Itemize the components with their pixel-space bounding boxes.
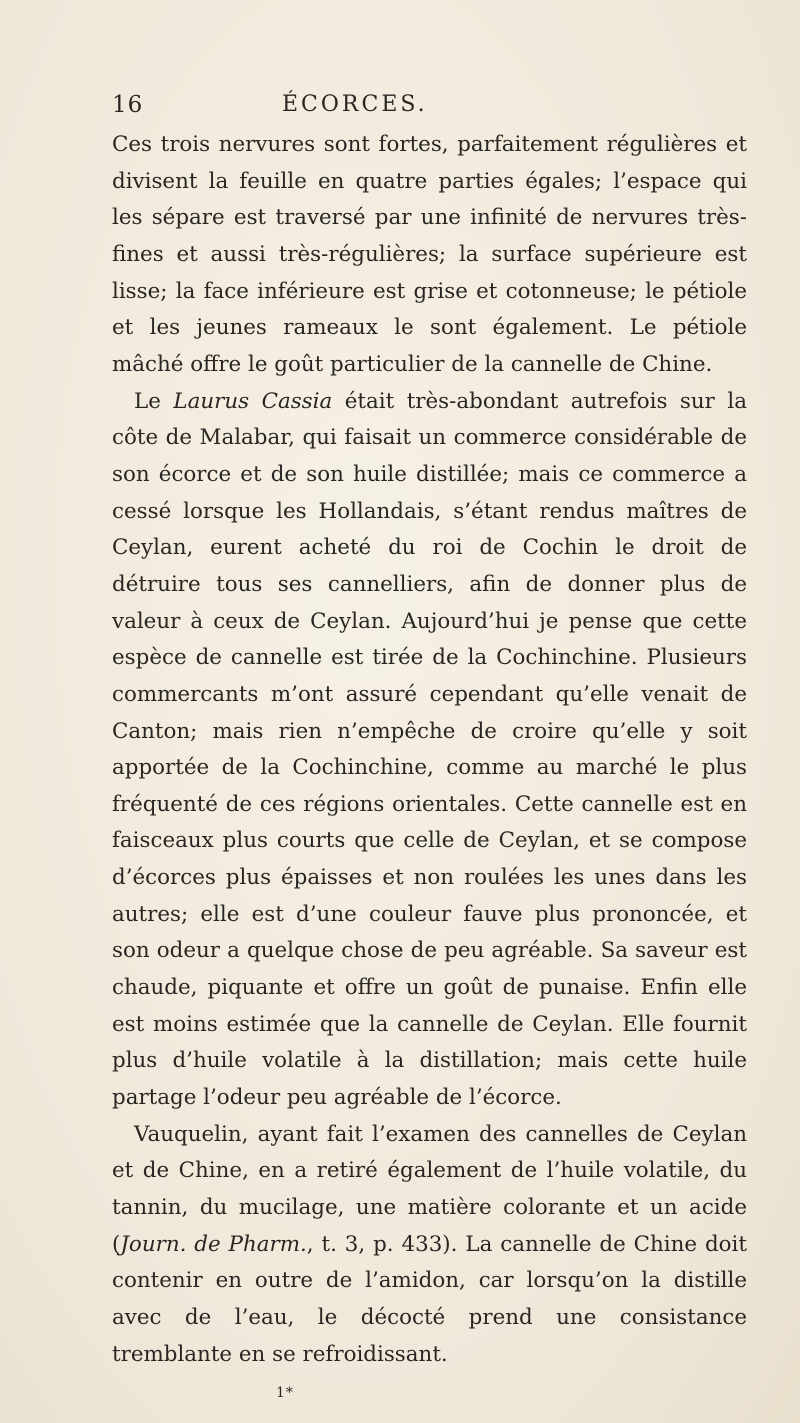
- running-title: ÉCORCES.: [282, 92, 428, 117]
- paragraph-3-text-end: , t. 3, p. 433). La cannelle de Chine doit contenir en outre de l’amidon, car lorsqu’on la distille avec de l’eau, le décocté prend une consistance tremblante en se refroidissant.: [112, 1231, 747, 1367]
- paragraph-1: [112, 127, 747, 384]
- species-name: Laurus Cassia: [173, 388, 333, 414]
- page-number: 16: [112, 92, 144, 118]
- journal-citation: Journ. de Pharm.: [120, 1231, 307, 1257]
- paragraph-3: [112, 1117, 747, 1374]
- paragraph-3-text-start: Vauquelin, ayant fait l’examen des cannelles de Ceylan et de Chine, en a retiré également de l’huile volatile, du tannin, du mucilage, une matière colorante et un acide (: [112, 1121, 747, 1257]
- body-text: [112, 127, 747, 1373]
- paragraph-2-text-end: était très-abondant autrefois sur la côte de Malabar, qui faisait un commerce considérable de son écorce et de son huile distillée; mais ce commerce a cessé lorsque les Hollandais, s’étant rendus maîtres de Ceylan, eurent acheté du roi de Cochin le droit de détruire tous ses cannelliers, afin de donner plus de valeur à ceux de Ceylan. Aujourd’hui je pense que cette espèce de cannelle est tirée de la Cochinchine. Plusieurs commercants m’ont assuré cependant qu’elle venait de Canton; mais rien n’empêche de croire qu’elle y soit apportée de la Cochinchine, comme au marché le plus fréquenté de ces régions orientales. Cette cannelle est en faisceaux plus courts que celle de Ceylan, et se compose d’écorces plus épaisses et non roulées les unes dans les autres; elle est d’une couleur fauve plus prononcée, et son odeur a quelque chose de peu agréable. Sa saveur est chaude, piquante et offre un goût de punaise. Enfin elle est moins estimée que la cannelle de Ceylan. Elle fournit plus d’huile volatile à la distillation; mais cette huile partage l’odeur peu agréable de l’écorce.: [112, 388, 748, 1111]
- paragraph-2: [112, 384, 747, 1117]
- page-header: [112, 92, 712, 122]
- paragraph-2-text-start: Le: [134, 388, 174, 414]
- paragraph-1-text: Ces trois nervures sont fortes, parfaitement régulières et divisent la feuille en quatre parties égales; l’espace qui les sépare est traversé par une infinité de nervures très-fines et aussi très-régulières; la surface supérieure est lisse; la face inférieure est grise et cotonneuse; le pétiole et les jeunes rameaux le sont également. Le pétiole mâché offre le goût particulier de la cannelle de Chine.: [112, 132, 747, 377]
- signature-mark: 1*: [276, 1385, 294, 1401]
